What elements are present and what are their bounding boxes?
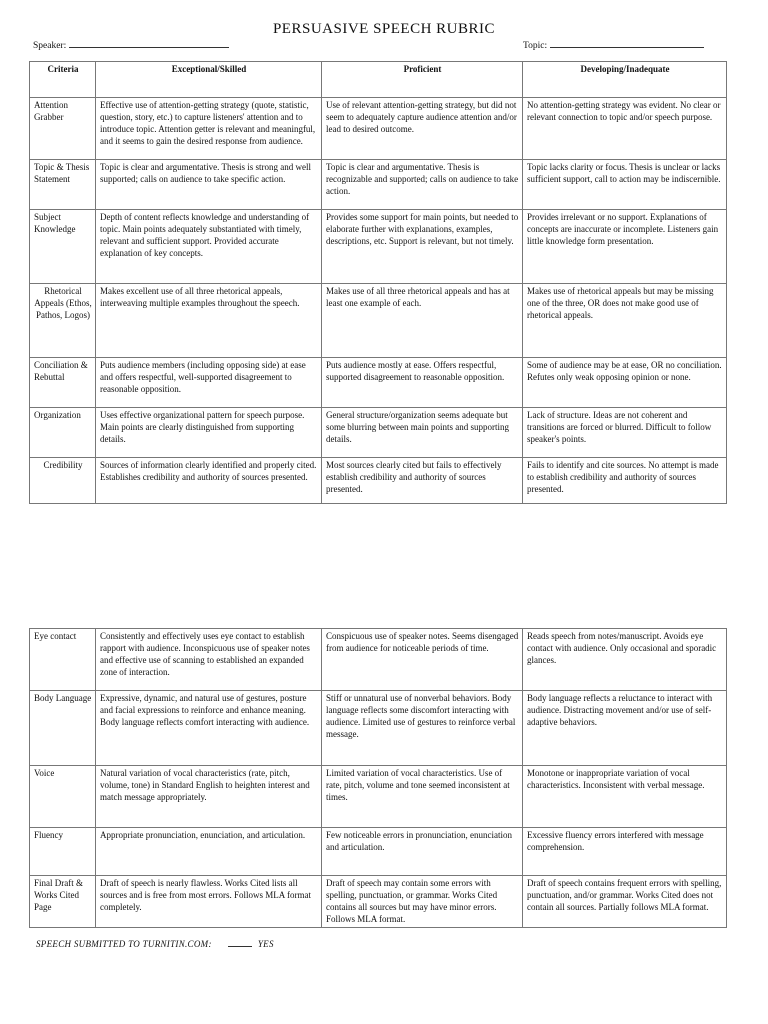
rubric-table-content (29, 61, 727, 504)
developing-cell: Makes use of rhetorical appeals but may be missing one of the three, OR does not make good use of rhetorical appeals. (523, 284, 727, 358)
criteria-cell: Eye contact (30, 629, 96, 691)
exceptional-cell: Natural variation of vocal characteristics (rate, pitch, volume, tone) in Standard English to heighten interest and match message appropriately. (96, 766, 322, 828)
header-developing: Developing/Inadequate (523, 62, 727, 98)
table-row (30, 98, 727, 160)
proficient-cell: Stiff or unnatural use of nonverbal behaviors. Body language reflects some discomfort interacting with audience. Limited use of gestures to reinforce verbal message. (322, 691, 523, 766)
table-row (30, 408, 727, 458)
criteria-cell: Organization (30, 408, 96, 458)
exceptional-cell: Makes excellent use of all three rhetorical appeals, interweaving multiple examples throughout the speech. (96, 284, 322, 358)
speaker-field (33, 38, 229, 51)
exceptional-cell: Expressive, dynamic, and natural use of gestures, posture and facial expressions to reinforce and enhance meaning. Body language reflects comfort interacting with audience. (96, 691, 322, 766)
developing-cell: Fails to identify and cite sources. No attempt is made to establish credibility and authority of sources presented. (523, 458, 727, 504)
turnitin-submission-line (36, 938, 274, 949)
turnitin-label: SPEECH SUBMITTED TO TURNITIN.COM: (36, 939, 212, 949)
yes-blank-line (228, 938, 252, 947)
table-row (30, 876, 727, 928)
exceptional-cell: Uses effective organizational pattern for speech purpose. Main points are clearly distinguished from supporting details. (96, 408, 322, 458)
developing-cell: Lack of structure. Ideas are not coherent and transitions are forced or blurred. Difficult to follow speaker's points. (523, 408, 727, 458)
proficient-cell: Limited variation of vocal characteristics. Use of rate, pitch, volume and tone seemed inconsistent at times. (322, 766, 523, 828)
header-row (30, 62, 727, 98)
exceptional-cell: Appropriate pronunciation, enunciation, and articulation. (96, 828, 322, 876)
exceptional-cell: Effective use of attention-getting strategy (quote, statistic, question, story, etc.) to capture listeners' attention and to introduce topic. Attention getter is relevant and meaningful, and it seems to gain the desired response from audience. (96, 98, 322, 160)
criteria-cell: Rhetorical Appeals (Ethos, Pathos, Logos) (30, 284, 96, 358)
developing-cell: Body language reflects a reluctance to interact with audience. Distracting movement and/or use of self-adaptive behaviors. (523, 691, 727, 766)
proficient-cell: Use of relevant attention-getting strategy, but did not seem to adequately capture audience attention and/or lead to desired outcome. (322, 98, 523, 160)
proficient-cell: Makes use of all three rhetorical appeals and has at least one example of each. (322, 284, 523, 358)
proficient-cell: Provides some support for main points, but needed to elaborate further with explanations, examples, descriptions, etc. Support is relevant, but not timely. (322, 210, 523, 284)
table-row (30, 458, 727, 504)
developing-cell: Monotone or inappropriate variation of vocal characteristics. Inconsistent with verbal message. (523, 766, 727, 828)
developing-cell: Provides irrelevant or no support. Explanations of concepts are inaccurate or incomplete. Listeners gain little knowledge form presentation. (523, 210, 727, 284)
developing-cell: Topic lacks clarity or focus. Thesis is unclear or lacks sufficient support, call to action may be indiscernible. (523, 160, 727, 210)
speaker-label: Speaker: (33, 41, 67, 51)
header-proficient: Proficient (322, 62, 523, 98)
criteria-cell: Conciliation & Rebuttal (30, 358, 96, 408)
header-exceptional: Exceptional/Skilled (96, 62, 322, 98)
criteria-cell: Credibility (30, 458, 96, 504)
exceptional-cell: Draft of speech is nearly flawless. Works Cited lists all sources and is free from most errors. Follows MLA format completely. (96, 876, 322, 928)
speaker-blank-line (69, 38, 229, 48)
yes-label: YES (257, 939, 274, 949)
proficient-cell: Conspicuous use of speaker notes. Seems disengaged from audience for noticeable periods of time. (322, 629, 523, 691)
table-row (30, 629, 727, 691)
proficient-cell: Puts audience mostly at ease. Offers respectful, supported disagreement to reasonable opposition. (322, 358, 523, 408)
page-title: PERSUASIVE SPEECH RUBRIC (272, 21, 496, 37)
proficient-cell: Draft of speech may contain some errors with spelling, punctuation, or grammar. Works Cited contains all sources but may have minor errors. Follows MLA format. (322, 876, 523, 928)
criteria-cell: Attention Grabber (30, 98, 96, 160)
criteria-cell: Topic & Thesis Statement (30, 160, 96, 210)
table-row (30, 691, 727, 766)
criteria-cell: Subject Knowledge (30, 210, 96, 284)
proficient-cell: Most sources clearly cited but fails to effectively establish credibility and authority of sources presented. (322, 458, 523, 504)
proficient-cell: Topic is clear and argumentative. Thesis is recognizable and supported; calls on audience to take action. (322, 160, 523, 210)
exceptional-cell: Sources of information clearly identified and properly cited. Establishes credibility and authority of sources presented. (96, 458, 322, 504)
criteria-cell: Final Draft & Works Cited Page (30, 876, 96, 928)
developing-cell: Some of audience may be at ease, OR no conciliation. Refutes only weak opposing opinion or none. (523, 358, 727, 408)
table-row (30, 766, 727, 828)
table-row (30, 160, 727, 210)
rubric-table-delivery (29, 628, 727, 928)
exceptional-cell: Puts audience members (including opposing side) at ease and offers respectful, well-supported disagreement to reasonable opposition. (96, 358, 322, 408)
exceptional-cell: Topic is clear and argumentative. Thesis is strong and well supported; calls on audience to take specific action. (96, 160, 322, 210)
topic-field (523, 38, 704, 51)
table-row (30, 828, 727, 876)
proficient-cell: General structure/organization seems adequate but some blurring between main points and supporting details. (322, 408, 523, 458)
header-criteria: Criteria (30, 62, 96, 98)
table-row (30, 284, 727, 358)
criteria-cell: Voice (30, 766, 96, 828)
developing-cell: Reads speech from notes/manuscript. Avoids eye contact with audience. Only occasional and sporadic glances. (523, 629, 727, 691)
table-row (30, 358, 727, 408)
topic-blank-line (550, 38, 704, 48)
proficient-cell: Few noticeable errors in pronunciation, enunciation and articulation. (322, 828, 523, 876)
developing-cell: Draft of speech contains frequent errors with spelling, punctuation, and/or grammar. Works Cited does not contain all sources. Partially follows MLA format. (523, 876, 727, 928)
developing-cell: No attention-getting strategy was evident. No clear or relevant connection to topic and/or speech purpose. (523, 98, 727, 160)
criteria-cell: Body Language (30, 691, 96, 766)
exceptional-cell: Depth of content reflects knowledge and understanding of topic. Main points adequately substantiated with timely, relevant and sufficient support. Provided accurate explanation of key concepts. (96, 210, 322, 284)
developing-cell: Excessive fluency errors interfered with message comprehension. (523, 828, 727, 876)
criteria-cell: Fluency (30, 828, 96, 876)
table-row (30, 210, 727, 284)
exceptional-cell: Consistently and effectively uses eye contact to establish rapport with audience. Inconspicuous use of speaker notes and effective use of scanning to established an expanded zone of interaction. (96, 629, 322, 691)
topic-label: Topic: (523, 41, 548, 51)
